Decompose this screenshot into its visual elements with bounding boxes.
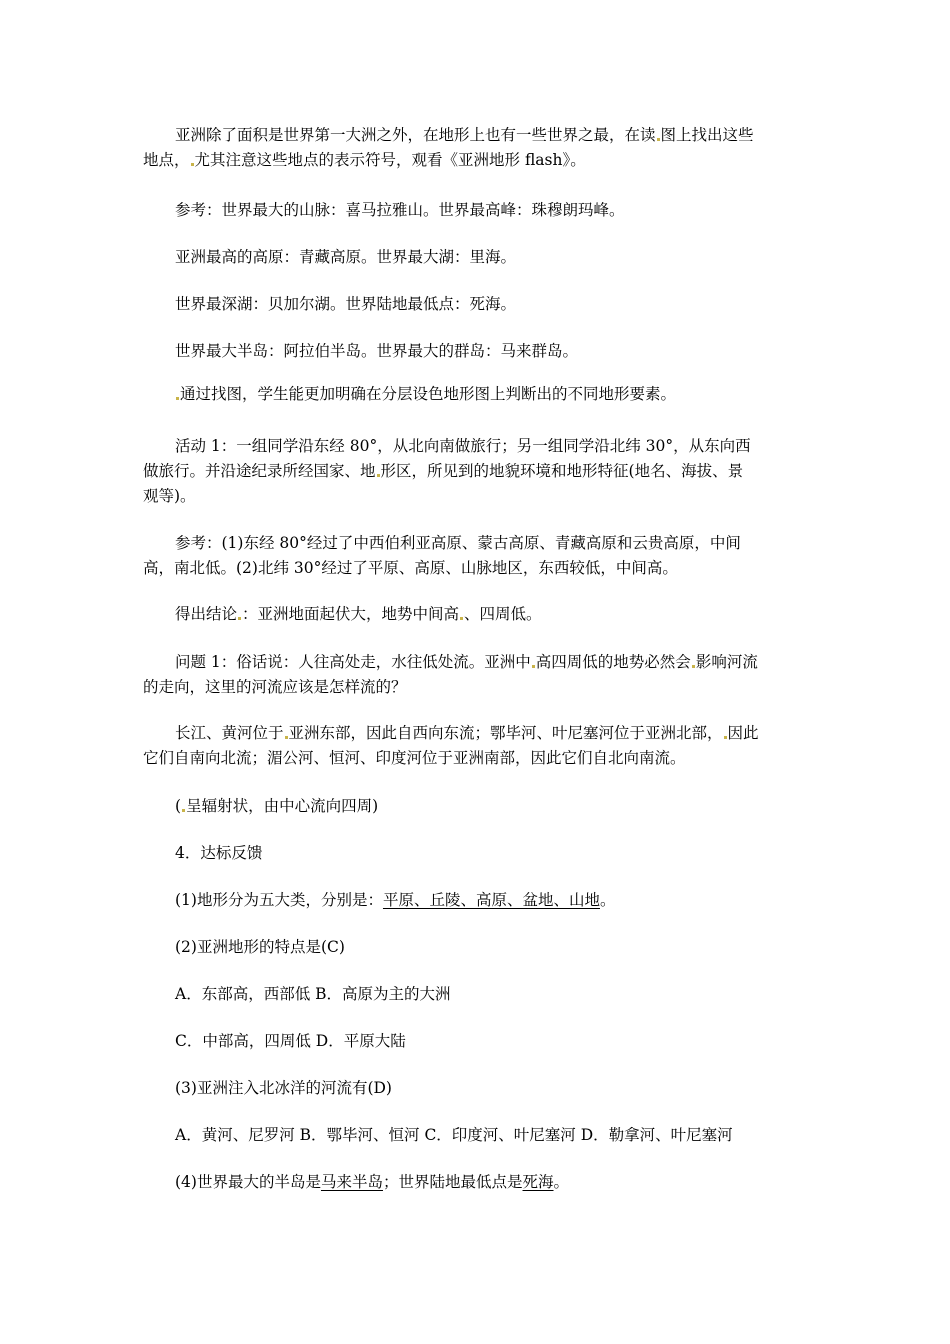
paragraph-find-map: [175, 382, 841, 407]
marker-dot: [176, 397, 179, 400]
text-line: ：亚洲地面起伏大，地势中间高: [242, 605, 460, 623]
marker-dot: [285, 736, 288, 739]
text-line: 、四周低。: [464, 605, 542, 623]
marker-dot: [657, 138, 660, 141]
text-line: 的走向，这里的河流应该是怎样流的？: [143, 678, 407, 696]
text-line: 。: [599, 891, 616, 909]
question-2-options-cd: C．中部高，四周低 D．平原大陆: [175, 1032, 406, 1050]
text-line: (: [175, 797, 182, 815]
text-line: 参考：(1)东经 80°经过了中西伯利亚高原、蒙古高原、青藏高原和云贵高原，中间: [175, 534, 741, 552]
paragraph-reference-mountains: 参考：世界最大的山脉：喜马拉雅山。世界最高峰：珠穆朗玛峰。: [175, 201, 625, 219]
text-line: 亚洲除了面积是世界第一大洲之外，在地形上也有一些世界之最，在读: [175, 126, 656, 144]
text-line: 长江、黄河位于: [175, 724, 284, 742]
paragraph-conclusion: [143, 602, 809, 627]
section-heading-feedback: 4．达标反馈: [175, 844, 263, 862]
marker-dot: [460, 617, 463, 620]
paragraph-question-1: [143, 650, 809, 700]
marker-dot: [724, 736, 727, 739]
text-line: (4)世界最大的半岛是: [175, 1173, 321, 1191]
question-1-landforms: [143, 888, 809, 913]
marker-dot: [182, 809, 185, 812]
text-line: 呈辐射状，由中心流向四周): [186, 797, 379, 815]
text-line: 尤其注意这些地点的表示符号，观看《亚洲地形 flash》。: [194, 151, 586, 169]
marker-dot: [532, 665, 535, 668]
text-line: 做旅行。并沿途纪录所经国家、地: [143, 462, 376, 480]
paragraph-reference-routes: [143, 531, 809, 581]
marker-dot: [377, 474, 380, 477]
text-line: 高，南北低。(2)北纬 30°经过了平原、高原、山脉地区，东西较低，中间高。: [143, 559, 678, 577]
marker-dot: [238, 617, 241, 620]
paragraph-river-directions: [143, 721, 809, 771]
question-2-stem: (2)亚洲地形的特点是(C): [175, 938, 345, 956]
paragraph-asia-records-intro: [143, 123, 809, 173]
text-line: 形区，所见到的地貌环境和地形特征(地名、海拔、景: [380, 462, 744, 480]
underlined-answer: 平原、丘陵、高原、盆地、山地: [382, 891, 600, 909]
text-line: 亚洲东部，因此自西向东流；鄂毕河、叶尼塞河位于亚洲北部，: [288, 724, 723, 742]
text-line: 观等)。: [143, 487, 196, 505]
marker-dot: [692, 665, 695, 668]
text-line: 通过找图，学生能更加明确在分层设色地形图上判断出的不同地形要素。: [180, 385, 677, 403]
text-line: 活动 1：一组同学沿东经 80°，从北向南做旅行；另一组同学沿北纬 30°，从东向西: [175, 437, 751, 455]
text-line: 。: [553, 1173, 570, 1191]
question-3-stem: (3)亚洲注入北冰洋的河流有(D): [175, 1079, 392, 1097]
text-line: 因此: [727, 724, 759, 742]
text-line: 它们自南向北流；湄公河、恒河、印度河位于亚洲南部，因此它们自北向南流。: [143, 749, 686, 767]
marker-dot: [191, 163, 194, 166]
text-line: 图上找出这些: [660, 126, 754, 144]
question-2-options-ab: A．东部高，西部低 B．高原为主的大洲: [175, 985, 451, 1003]
paragraph-largest-peninsula: 世界最大半岛：阿拉伯半岛。世界最大的群岛：马来群岛。: [175, 342, 579, 360]
text-line: 问题 1：俗话说：人往高处走，水往低处流。亚洲中: [175, 653, 531, 671]
underlined-answer: 死海: [522, 1173, 554, 1191]
text-line: ；世界陆地最低点是: [382, 1173, 523, 1191]
paragraph-deepest-lake: 世界最深湖：贝加尔湖。世界陆地最低点：死海。: [175, 295, 517, 313]
text-line: 影响河流: [695, 653, 758, 671]
underlined-answer: 马来半岛: [320, 1173, 383, 1191]
paragraph-activity-1: [143, 434, 809, 509]
text-line: 地点，: [143, 151, 190, 169]
paragraph-radial-flow: [143, 794, 809, 819]
question-4-peninsula: [143, 1170, 809, 1195]
text-line: 得出结论: [175, 605, 238, 623]
text-line: 高四周低的地势必然会: [535, 653, 691, 671]
question-3-options: A．黄河、尼罗河 B．鄂毕河、恒河 C．印度河、叶尼塞河 D．勒拿河、叶尼塞河: [175, 1126, 733, 1144]
text-line: (1)地形分为五大类，分别是：: [175, 891, 383, 909]
paragraph-highest-plateau: 亚洲最高的高原：青藏高原。世界最大湖：里海。: [175, 248, 517, 266]
